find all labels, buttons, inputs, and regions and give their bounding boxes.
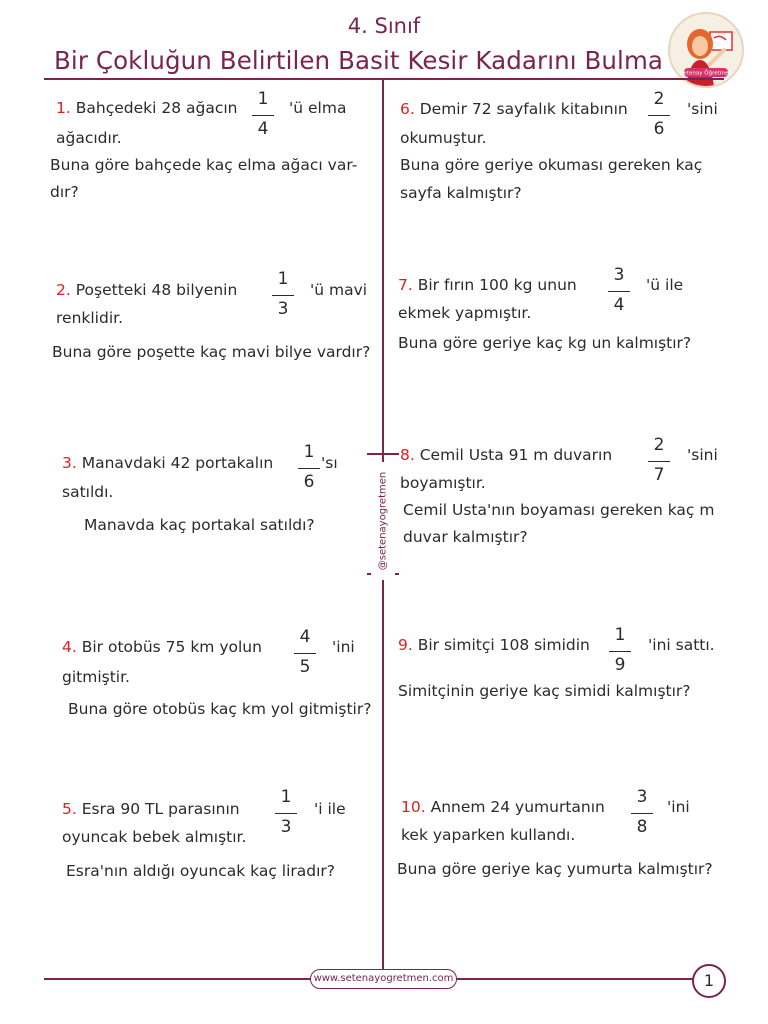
- question-suffix: 'ü mavi: [310, 281, 368, 299]
- fraction-numerator: 1: [277, 269, 289, 289]
- fraction-denominator: 8: [636, 817, 648, 837]
- question-line-2: satıldı.: [62, 483, 114, 501]
- vertical-caption: @setenayogretmen: [377, 471, 389, 571]
- fraction-denominator: 9: [614, 655, 626, 675]
- question-line-3: Cemil Usta'nın boyaması gereken kaç m: [403, 501, 715, 519]
- question-suffix: 'ü ile: [646, 276, 684, 294]
- question-line-3: Buna göre bahçede kaç elma ağacı var-: [50, 156, 358, 174]
- footer-website: www.setenayogretmen.com: [310, 969, 457, 989]
- question-line-3: Simitçinin geriye kaç simidi kalmıştır?: [398, 682, 691, 700]
- fraction-denominator: 7: [653, 465, 665, 485]
- question-text: Bir simitçi 108 simidin: [417, 636, 590, 654]
- fraction-numerator: 1: [303, 442, 315, 462]
- question-text: Bir otobüs 75 km yolun: [81, 638, 262, 656]
- question-suffix: 'ini: [332, 638, 355, 656]
- fraction-numerator: 1: [257, 89, 269, 109]
- fraction-numerator: 1: [614, 625, 626, 645]
- fraction-denominator: 3: [280, 817, 292, 837]
- header-rule: [44, 78, 724, 80]
- question-line-2: ekmek yapmıştır.: [398, 304, 532, 322]
- fraction-denominator: 5: [299, 657, 311, 677]
- question-line-3: Buna göre geriye kaç yumurta kalmıştır?: [397, 860, 713, 878]
- question-number: 8.: [400, 446, 415, 464]
- fraction-denominator: 4: [613, 295, 625, 315]
- question-suffix: 'sini: [687, 446, 718, 464]
- fraction-denominator: 3: [277, 299, 289, 319]
- question-line-2: oyuncak bebek almıştır.: [62, 828, 247, 846]
- question-suffix: 'sı: [321, 454, 338, 472]
- fraction-denominator: 4: [257, 119, 269, 139]
- fraction-numerator: 4: [299, 627, 311, 647]
- question-text: Manavdaki 42 portakalın: [81, 454, 274, 472]
- fraction-numerator: 1: [280, 787, 292, 807]
- page-title: Bir Çokluğun Belirtilen Basit Kesir Kadarını Bulma: [54, 46, 664, 75]
- question-line-2: gitmiştir.: [62, 668, 130, 686]
- grade-heading: 4. Sınıf: [347, 14, 421, 38]
- question-line-3: Buna göre geriye okuması gereken kaç: [400, 156, 703, 174]
- fraction-numerator: 2: [653, 89, 665, 109]
- teacher-logo: [668, 12, 744, 88]
- question-text: Cemil Usta 91 m duvarın: [419, 446, 613, 464]
- question-suffix: 'ini sattı.: [648, 636, 715, 654]
- vertical-caption-box: [371, 462, 395, 580]
- question-line-2: boyamıştır.: [400, 474, 486, 492]
- question-suffix: 'ini: [667, 798, 690, 816]
- question-line-2: kek yaparken kullandı.: [401, 826, 576, 844]
- question-number: 4.: [62, 638, 77, 656]
- question-suffix: 'ü elma: [289, 99, 347, 117]
- question-suffix: 'i ile: [314, 800, 346, 818]
- question-line-2: renklidir.: [56, 309, 124, 327]
- question-line-2: okumuştur.: [400, 129, 487, 147]
- teacher-illustration-icon: [670, 14, 742, 86]
- question-number: 3.: [62, 454, 77, 472]
- question-line-4: sayfa kalmıştır?: [400, 184, 522, 202]
- question-text: Esra 90 TL parasının: [81, 800, 240, 818]
- question-line-3: Buna göre geriye kaç kg un kalmıştır?: [398, 334, 692, 352]
- fraction-numerator: 3: [613, 265, 625, 285]
- page-number: 1: [692, 964, 726, 998]
- question-line-2: ağacıdır.: [56, 129, 122, 147]
- question-text: Annem 24 yumurtanın: [430, 798, 605, 816]
- center-tick-top: [367, 453, 399, 455]
- question-suffix: 'sini: [687, 100, 718, 118]
- fraction-numerator: 2: [653, 435, 665, 455]
- question-number: 2.: [56, 281, 71, 299]
- question-text: Poşetteki 48 bilyenin: [75, 281, 238, 299]
- fraction-denominator: 6: [303, 472, 315, 492]
- question-line-4: duvar kalmıştır?: [403, 528, 528, 546]
- question-number: 5.: [62, 800, 77, 818]
- question-text: Bahçedeki 28 ağacın: [75, 99, 238, 117]
- question-number: 9.: [398, 636, 413, 654]
- fraction-denominator: 6: [653, 119, 665, 139]
- logo-caption: Setenay Öğretmen: [679, 70, 733, 77]
- question-line-4: dır?: [50, 183, 79, 201]
- question-line-3: Buna göre otobüs kaç km yol gitmiştir?: [68, 700, 372, 718]
- question-line-3: Manavda kaç portakal satıldı?: [84, 516, 315, 534]
- question-number: 6.: [400, 100, 415, 118]
- question-text: Demir 72 sayfalık kitabının: [419, 100, 628, 118]
- question-number: 7.: [398, 276, 413, 294]
- question-text: Bir fırın 100 kg unun: [417, 276, 577, 294]
- fraction-numerator: 3: [636, 787, 648, 807]
- question-number: 10.: [401, 798, 426, 816]
- question-number: 1.: [56, 99, 71, 117]
- question-line-3: Esra'nın aldığı oyuncak kaç liradır?: [66, 862, 336, 880]
- question-line-3: Buna göre poşette kaç mavi bilye vardır?: [52, 343, 371, 361]
